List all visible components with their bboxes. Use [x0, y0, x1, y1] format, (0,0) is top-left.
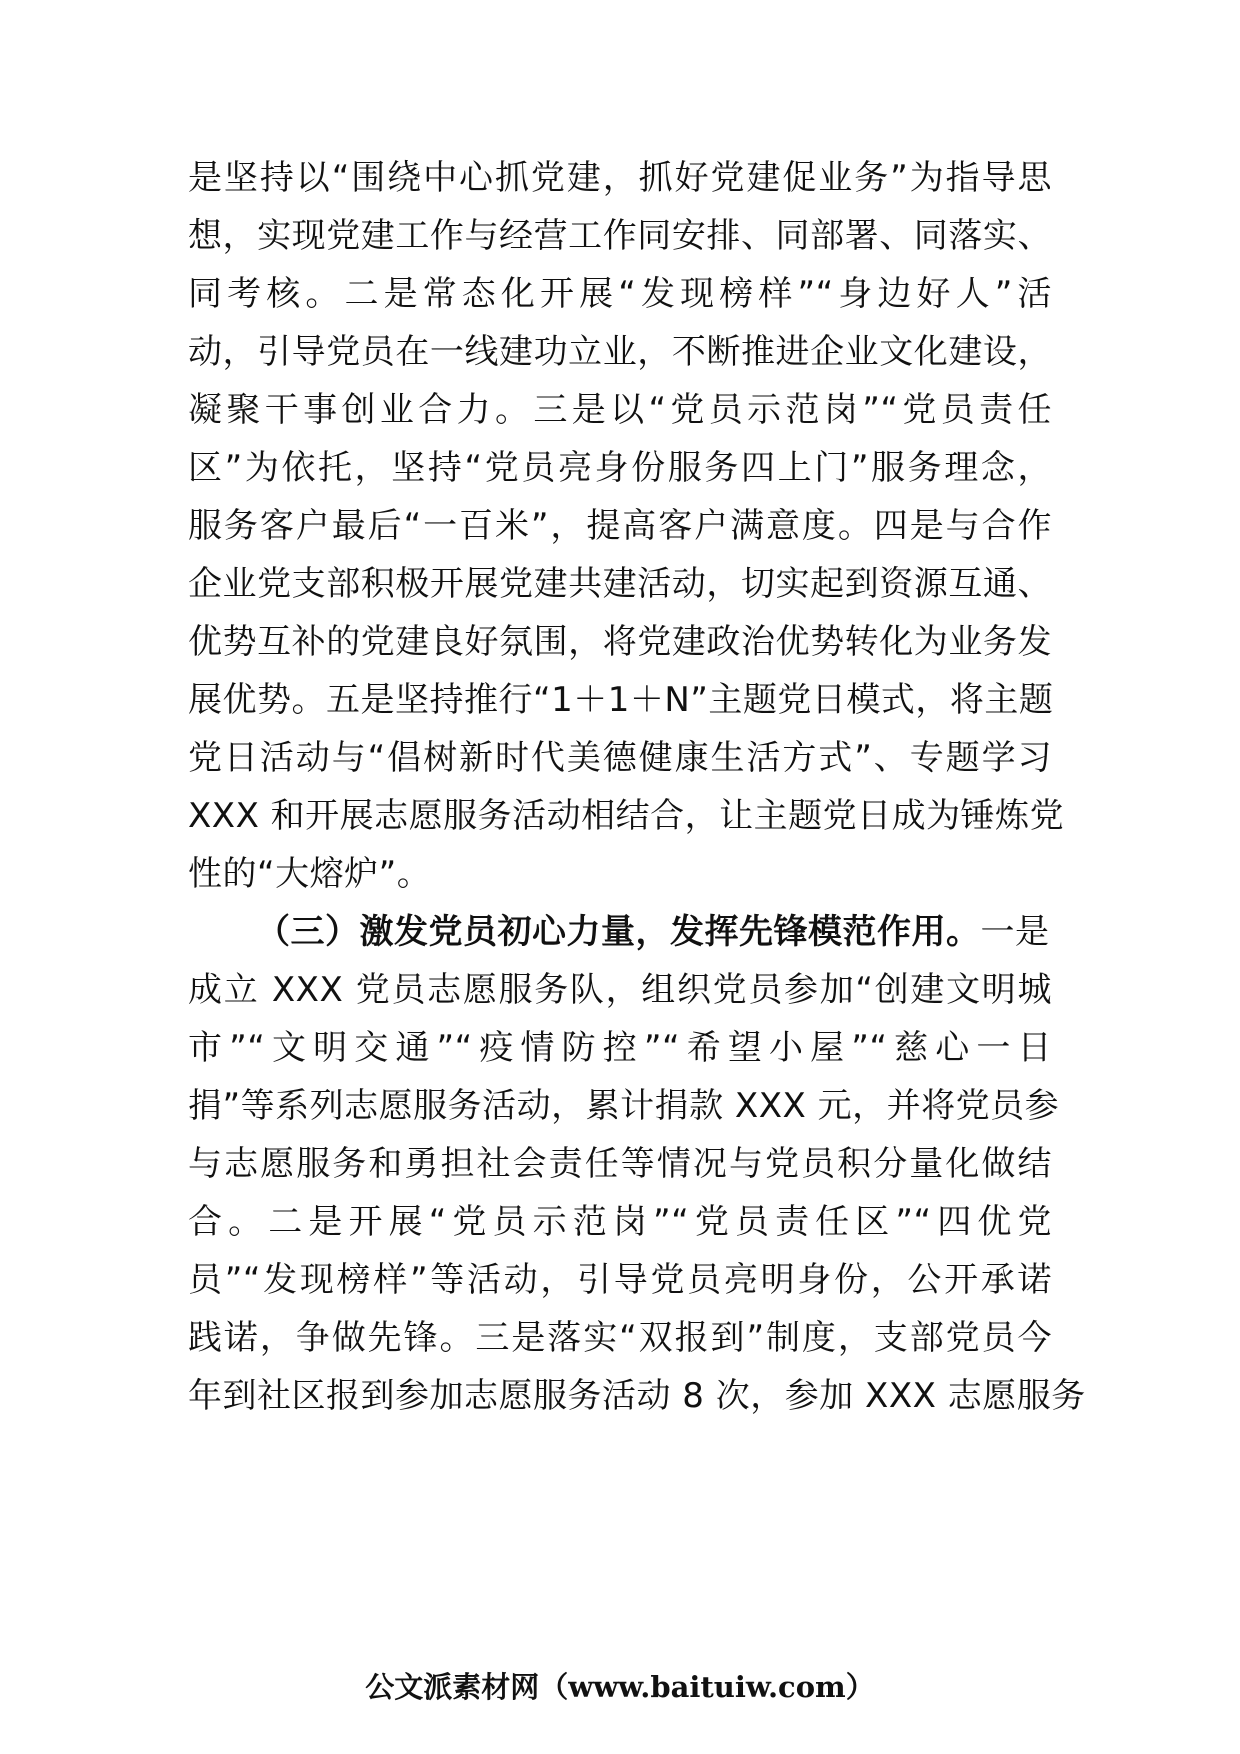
- paragraph-line: 成立 XXX 党员志愿服务队，组织党员参加“创建文明城: [188, 970, 1052, 1010]
- paragraph-line: 捐”等系列志愿服务活动，累计捐款 XXX 元，并将党员参: [188, 1086, 1060, 1126]
- paragraph-line: 同考核。二是常态化开展“发现榜样”“身边好人”活: [188, 274, 1052, 314]
- paragraph-line: 动，引导党员在一线建功立业，不断推进企业文化建设，: [188, 332, 1052, 372]
- paragraph-line: 优势互补的党建良好氛围，将党建政治优势转化为业务发: [188, 622, 1052, 662]
- paragraph-line: 合。二是开展“党员示范岗”“党员责任区”“四优党: [188, 1202, 1052, 1242]
- paragraph-line: 想，实现党建工作与经营工作同安排、同部署、同落实、: [188, 216, 1052, 256]
- paragraph-first-line: [256, 900, 1052, 964]
- footer-watermark: 公文派素材网（www.baituiw.com）: [365, 1670, 875, 1704]
- paragraph-line: XXX 和开展志愿服务活动相结合，让主题党日成为锤炼党: [188, 796, 1065, 836]
- paragraph-line: 与志愿服务和勇担社会责任等情况与党员积分量化做结: [188, 1144, 1052, 1184]
- paragraph-line: 党日活动与“倡树新时代美德健康生活方式”、专题学习: [188, 738, 1052, 778]
- paragraph-line: 员”“发现榜样”等活动，引导党员亮明身份，公开承诺: [188, 1260, 1052, 1300]
- paragraph-line: 年到社区报到参加志愿服务活动 8 次，参加 XXX 志愿服务: [188, 1376, 1086, 1416]
- paragraph-line: 企业党支部积极开展党建共建活动，切实起到资源互通、: [188, 564, 1052, 604]
- paragraph-line: 凝聚干事创业合力。三是以“党员示范岗”“党员责任: [188, 390, 1052, 430]
- paragraph-line: 区”为依托，坚持“党员亮身份服务四上门”服务理念，: [188, 448, 1052, 488]
- paragraph-line: 性的“大熔炉”。: [188, 854, 432, 894]
- paragraph-line: 市”“文明交通”“疫情防控”“希望小屋”“慈心一日: [188, 1028, 1052, 1068]
- paragraph-line: 践诺，争做先锋。三是落实“双报到”制度，支部党员今: [188, 1318, 1052, 1358]
- paragraph-line: 展优势。五是坚持推行“1＋1＋N”主题党日模式，将主题: [188, 680, 1054, 720]
- paragraph-line: 服务客户最后“一百米”，提高客户满意度。四是与合作: [188, 506, 1052, 546]
- heading-continuation: 一是: [980, 912, 1050, 952]
- section-heading: （三）激发党员初心力量，发挥先锋模范作用。: [256, 912, 981, 952]
- paragraph-line: 是坚持以“围绕中心抓党建，抓好党建促业务”为指导思: [188, 158, 1052, 198]
